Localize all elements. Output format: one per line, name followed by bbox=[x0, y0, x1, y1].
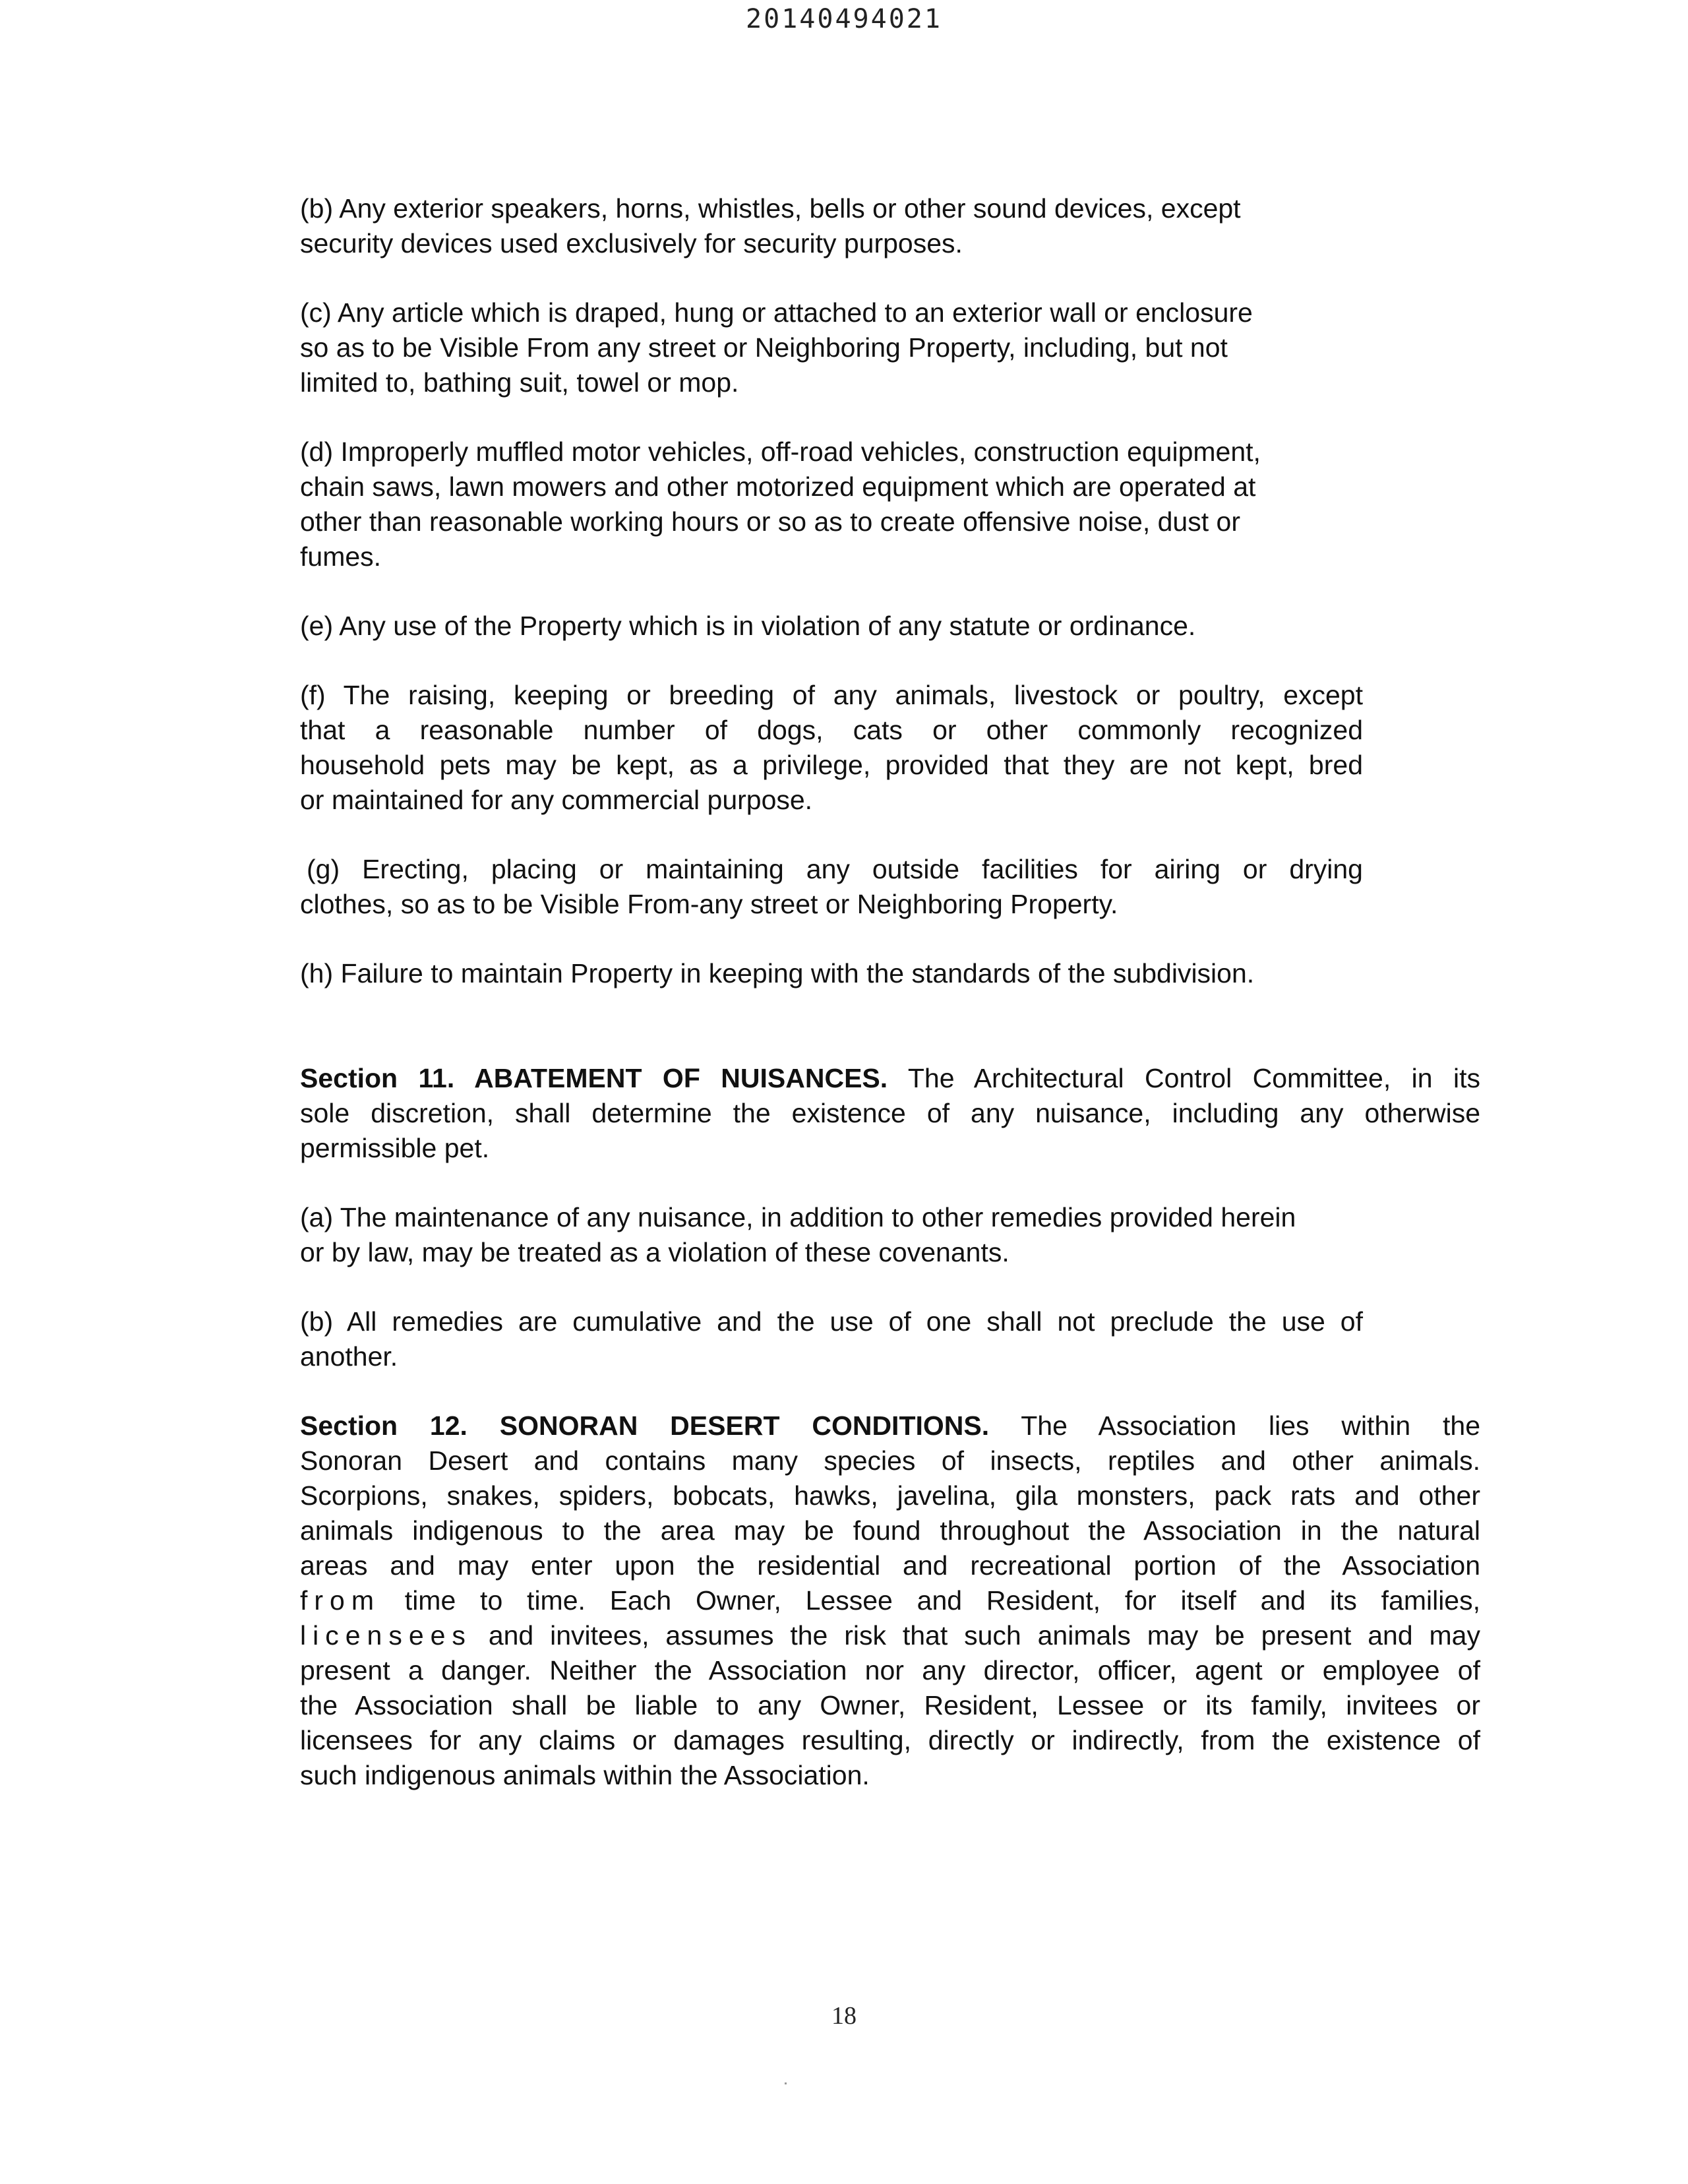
text-line bbox=[300, 1409, 1480, 1443]
text-line: (c) Any article which is draped, hung or attached to an exterior wall or enclosure bbox=[300, 297, 1253, 328]
text-fragment: from bbox=[300, 1585, 380, 1616]
scan-speck bbox=[785, 2082, 787, 2084]
text-line: or maintained for any commercial purpose. bbox=[300, 785, 813, 815]
section-11-abatement bbox=[300, 1061, 1480, 1166]
text-line: Scorpions, snakes, spiders, bobcats, hawks, javelina, gila monsters, pack rats and other bbox=[300, 1480, 1480, 1511]
paragraph-e-violation bbox=[300, 609, 1363, 644]
text-line bbox=[300, 1618, 1480, 1653]
text-line: other than reasonable working hours or so as to create offensive noise, dust or bbox=[300, 506, 1240, 537]
text-line: Sonoran Desert and contains many species of insects, reptiles and other animals. bbox=[300, 1445, 1480, 1476]
text-line: (b) Any exterior speakers, horns, whistles, bells or other sound devices, except bbox=[300, 193, 1241, 224]
text-fragment: and invitees, assumes the risk that such animals may be present and may bbox=[471, 1620, 1480, 1651]
text-line bbox=[300, 1061, 1480, 1096]
paragraph-g-clotheslines bbox=[300, 852, 1363, 922]
text-line: such indigenous animals within the Association. bbox=[300, 1760, 870, 1790]
text-line: chain saws, lawn mowers and other motorized equipment which are operated at bbox=[300, 471, 1256, 502]
text-line: (d) Improperly muffled motor vehicles, off-road vehicles, construction equipment, bbox=[300, 437, 1261, 467]
text-line: (a) The maintenance of any nuisance, in addition to other remedies provided herein bbox=[300, 1202, 1296, 1232]
section-11-paragraph-b bbox=[300, 1304, 1363, 1374]
text-line: another. bbox=[300, 1341, 398, 1372]
text-line: areas and may enter upon the residential and recreational portion of the Association bbox=[300, 1550, 1480, 1581]
text-line: (b) All remedies are cumulative and the use of one shall not preclude the use of bbox=[300, 1306, 1363, 1337]
text-line: security devices used exclusively for security purposes. bbox=[300, 228, 963, 258]
paragraph-c-draped-articles bbox=[300, 295, 1363, 400]
text-line: or by law, may be treated as a violation of these covenants. bbox=[300, 1237, 1010, 1267]
text-line: so as to be Visible From any street or Neighboring Property, including, but not bbox=[300, 332, 1228, 363]
paragraph-b-sound-devices bbox=[300, 191, 1363, 261]
text-line: sole discretion, shall determine the existence of any nuisance, including any otherwise bbox=[300, 1098, 1480, 1128]
recording-number: 20140494021 bbox=[746, 4, 942, 34]
section-11-heading: Section 11. ABATEMENT OF NUISANCES. bbox=[300, 1063, 888, 1093]
text-line: household pets may be kept, as a privilege, provided that they are not kept, bred bbox=[300, 750, 1363, 780]
document-body bbox=[300, 191, 1487, 1793]
text-fragment: licensees bbox=[300, 1620, 472, 1651]
text-line: (f) The raising, keeping or breeding of any animals, livestock or poultry, except bbox=[300, 680, 1363, 710]
text-line: present a danger. Neither the Association nor any director, officer, agent or employee of bbox=[300, 1655, 1480, 1685]
section-11-paragraph-a bbox=[300, 1200, 1363, 1270]
text-line: animals indigenous to the area may be found throughout the Association in the natural bbox=[300, 1515, 1480, 1546]
text-line: (g) Erecting, placing or maintaining any outside facilities for airing or drying bbox=[307, 854, 1363, 884]
page-number: 18 bbox=[831, 2002, 857, 2030]
text-line: limited to, bathing suit, towel or mop. bbox=[300, 367, 739, 398]
section-12-heading: Section 12. SONORAN DESERT CONDITIONS. bbox=[300, 1410, 990, 1441]
text-fragment: time to time. Each Owner, Lessee and Resident, for itself and its families, bbox=[380, 1585, 1480, 1616]
text-line: clothes, so as to be Visible From-any street or Neighboring Property. bbox=[300, 889, 1118, 919]
text-line bbox=[300, 1583, 1480, 1618]
text-line: the Association shall be liable to any Owner, Resident, Lessee or its family, invitees or bbox=[300, 1690, 1480, 1720]
text-fragment: The Architectural Control Committee, in its bbox=[888, 1063, 1480, 1093]
paragraph-d-muffled-vehicles bbox=[300, 435, 1363, 574]
paragraph-f-animals bbox=[300, 678, 1363, 818]
text-line: (e) Any use of the Property which is in violation of any statute or ordinance. bbox=[300, 611, 1196, 641]
text-line: licensees for any claims or damages resulting, directly or indirectly, from the existence of bbox=[300, 1725, 1480, 1755]
text-line: permissible pet. bbox=[300, 1133, 490, 1163]
text-line: that a reasonable number of dogs, cats or other commonly recognized bbox=[300, 715, 1363, 745]
text-line: fumes. bbox=[300, 541, 382, 572]
section-12-sonoran-desert bbox=[300, 1409, 1480, 1793]
text-line: (h) Failure to maintain Property in keeping with the standards of the subdivision. bbox=[300, 958, 1255, 988]
paragraph-h-maintenance bbox=[300, 956, 1363, 991]
text-fragment: The Association lies within the bbox=[989, 1410, 1481, 1441]
